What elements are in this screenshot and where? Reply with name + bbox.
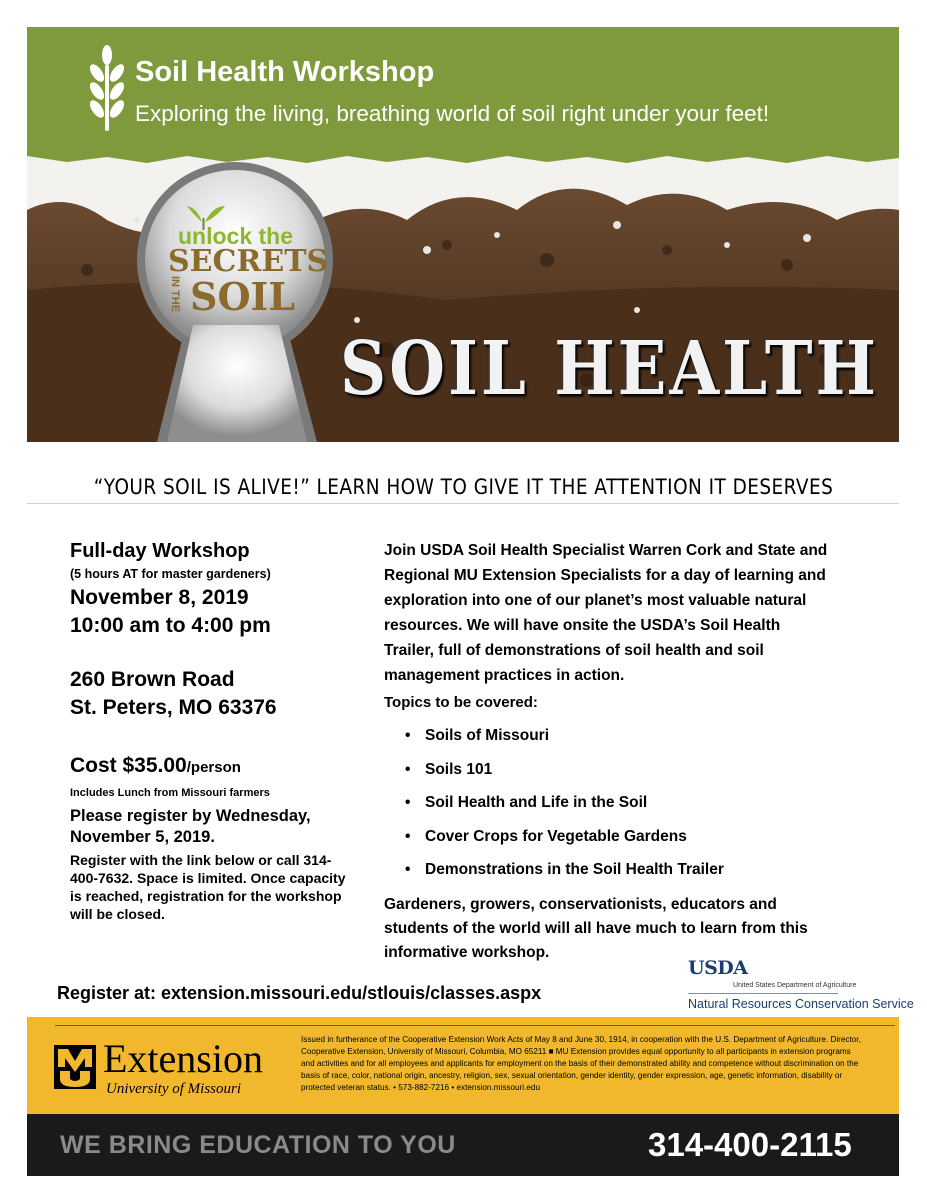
lunch-note: Includes Lunch from Missouri farmers (70, 787, 270, 799)
register-link[interactable]: Register at: extension.missouri.edu/stlouis/classes.aspx (57, 983, 542, 1003)
workshop-date: November 8, 2019 (70, 586, 249, 609)
closing-paragraph: Gardeners, growers, conservationists, educators and students of the world will all have much to learn from this informative workshop. (384, 896, 808, 961)
register-instructions: Register with the link below or call 314-400-7632. Space is limited. Once capacity is reached, registration for the workshop will be closed. (70, 852, 346, 922)
usda-department: United States Department of Agriculture (733, 982, 857, 989)
workshop-type: Full-day Workshop (70, 540, 250, 562)
university-name: University of Missouri (106, 1081, 241, 1097)
divider (27, 503, 899, 504)
disclaimer: Issued in furtherance of the Cooperative Extension Work Acts of May 8 and June 30, 1914, in cooperation with the U.S. Department of Agriculture. Director, Cooperative Extension, University of Missouri, Columbia, MO 65211 ■ MU Extension provides equal opportunity to all participants in extension programs and activities and for all employees and applicants for employment on the basis of their demonstrated ability and competence without discrimination on the basis of race, color, national origin, ancestry, religion, sex, sexual orientation, gender identity, gender expression, age, genetic information, disability or protected veteran status. • 573-882-7216 • extension.missouri.edu (301, 1034, 861, 1092)
topics-label: Topics to be covered: (384, 694, 538, 711)
register-deadline-line1: Please register by Wednesday, (70, 807, 311, 825)
master-gardener-note: (5 hours AT for master gardeners) (70, 567, 271, 581)
cost (70, 752, 241, 782)
divider (55, 1025, 895, 1026)
list-item: • Soil Health and Life in the Soil (405, 791, 724, 825)
register-deadline-line2: November 5, 2019. (70, 828, 215, 846)
usda-agency: Natural Resources Conservation Service (688, 997, 914, 1011)
mizzou-logo-icon (54, 1045, 96, 1089)
address-street: 260 Brown Road (70, 668, 235, 691)
logo-secrets-text: SECRETS (168, 244, 329, 279)
header-banner (27, 27, 899, 159)
list-item: • Cover Crops for Vegetable Gardens (405, 825, 724, 859)
soil-health-headline: SOIL HEALTH (340, 326, 879, 413)
footer-slogan: WE BRING EDUCATION TO YOU (60, 1131, 456, 1159)
divider (688, 993, 838, 994)
tagline: “YOUR SOIL IS ALIVE!” LEARN HOW TO GIVE IT THE ATTENTION IT DESERVES (93, 475, 834, 499)
cost-unit: /person (186, 759, 241, 776)
page-subtitle: Exploring the living, breathing world of soil right under your feet! (135, 101, 770, 126)
topics-list (405, 724, 724, 892)
workshop-time: 10:00 am to 4:00 pm (70, 614, 271, 637)
logo-unlock-text: unlock the (178, 223, 294, 249)
page-title: Soil Health Workshop (135, 56, 435, 88)
logo-in-the-text: IN THE (169, 276, 181, 313)
footer-phone[interactable]: 314-400-2115 (648, 1126, 852, 1163)
logo-soil-text: SOIL (190, 274, 296, 319)
list-item: • Soils of Missouri (405, 724, 724, 758)
wheat-icon (87, 45, 127, 131)
cost-amount: Cost $35.00 (70, 754, 187, 777)
extension-wordmark: Extension (103, 1036, 263, 1081)
address-city: St. Peters, MO 63376 (70, 696, 277, 719)
list-item: • Demonstrations in the Soil Health Trailer (405, 858, 724, 892)
list-item: • Soils 101 (405, 758, 724, 792)
intro-paragraph: Join USDA Soil Health Specialist Warren Cork and State and Regional MU Extension Specialists for a day of learning and exploration into one of our planet’s most valuable natural resources. We will have onsite the USDA’s Soil Health Trailer, full of demonstrations of soil health and soil management practices in action. (384, 542, 828, 684)
usda-mark: USDA (688, 957, 748, 979)
